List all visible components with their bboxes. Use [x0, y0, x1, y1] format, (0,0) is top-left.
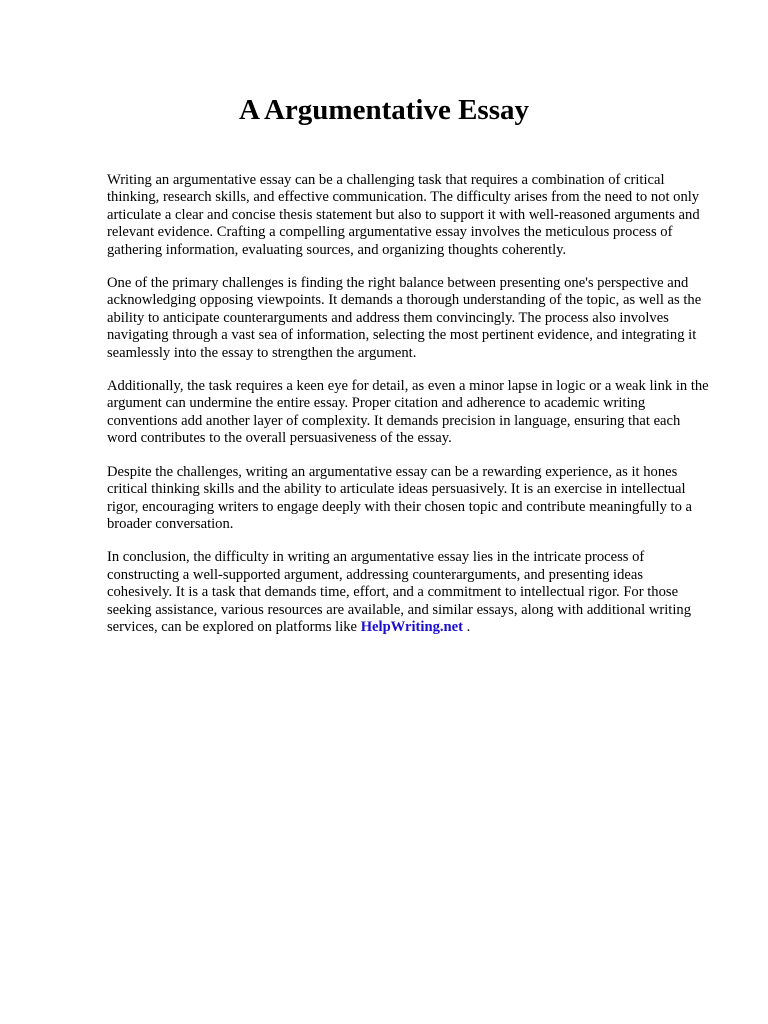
- paragraph-1: Writing an argumentative essay can be a challenging task that requires a combination of critical thinking, research skills, and effective communication. The difficulty arises from the need to not only articulate a clear and concise thesis statement but also to support it with well-reasoned arguments and relevant evidence. Crafting a compelling argumentative essay involves the meticulous process of gathering information, evaluating sources, and organizing thoughts coherently.: [107, 172, 700, 258]
- document-title: A Argumentative Essay: [239, 94, 529, 126]
- paragraph-4: Despite the challenges, writing an argumentative essay can be a rewarding experience, as it hones critical thinking skills and the ability to articulate ideas persuasively. It is an exercise in intellectual rigor, encouraging writers to engage deeply with their chosen topic and contribute meaningfully to a broader conversation.: [107, 463, 693, 532]
- paragraph-3: Additionally, the task requires a keen eye for detail, as even a minor lapse in logic or a weak link in the argument can undermine the entire essay. Proper citation and adherence to academic writing conventions add another layer of complexity. It demands precision in language, ensuring that each word contributes to the overall persuasiveness of the essay.: [107, 378, 709, 447]
- document-body: [107, 172, 711, 636]
- paragraph-2: One of the primary challenges is finding the right balance between presenting one's perspective and acknowledging opposing viewpoints. It demands a thorough understanding of the topic, as well as the ability to anticipate counterarguments and address them convincingly. The process also involves navigating through a vast sea of information, selecting the most pertinent evidence, and integrating it seamlessly into the essay to strengthen the argument.: [107, 275, 702, 361]
- conclusion-text: In conclusion, the difficulty in writing an argumentative essay lies in the intricate process of constructing a well-supported argument, addressing counterarguments, and presenting ideas cohesively. It is a task that demands time, effort, and a commitment to intellectual rigor. For those seeking assistance, various resources are available, and similar essays, along with additional writing services, can be explored on platforms like: [107, 549, 691, 635]
- helpwriting-link[interactable]: HelpWriting.net: [360, 618, 463, 635]
- conclusion-trailing: .: [462, 618, 471, 635]
- paragraph-conclusion: [107, 549, 711, 636]
